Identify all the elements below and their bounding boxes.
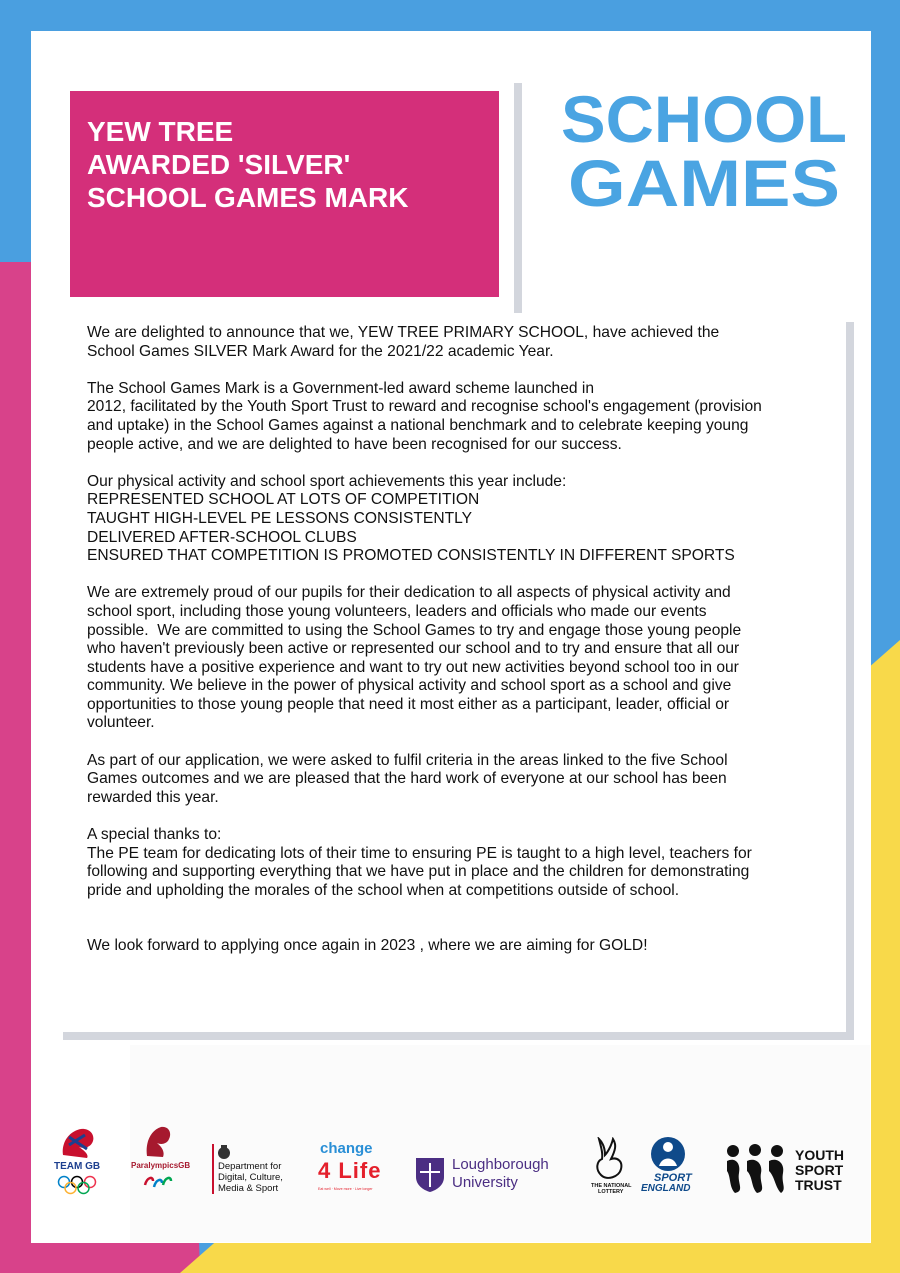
national-lottery-line-2: LOTTERY: [598, 1189, 624, 1195]
change4life-top: change: [320, 1140, 373, 1157]
logo-school-text: SCHOOL: [561, 84, 847, 156]
team-gb-label: TEAM GB: [54, 1161, 101, 1172]
text-line: Our physical activity and school sport achievements this year include:: [87, 472, 567, 490]
youth-sport-trust-figures-icon: [725, 1143, 789, 1195]
frame-bottom-edge: [63, 1032, 854, 1040]
paragraph-thanks: [87, 826, 827, 900]
vertical-divider: [514, 83, 522, 313]
national-lottery-hand-icon: [591, 1137, 627, 1181]
dcms-line-3: Media & Sport: [218, 1183, 279, 1194]
paragraph-about-mark: [87, 380, 827, 454]
title-line-1: YEW TREE: [87, 116, 234, 147]
text-line: We look forward to applying once again in 2023 , where we are aiming for GOLD!: [87, 937, 648, 955]
olympic-rings-icon: [56, 1175, 98, 1195]
achievement-item: ENSURED THAT COMPETITION IS PROMOTED CONSISTENTLY IN DIFFERENT SPORTS: [87, 547, 735, 565]
text-line: As part of our application, we were asked to fulfil criteria in the areas linked to the five School: [87, 751, 728, 769]
national-lottery-line-1: THE NATIONAL: [591, 1183, 632, 1189]
loughborough-line-2: University: [452, 1174, 518, 1191]
text-line: School Games SILVER Mark Award for the 2021/22 academic Year.: [87, 342, 554, 360]
sport-england-icon: [650, 1136, 686, 1172]
text-line: 2012, facilitated by the Youth Sport Trust to reward and recognise school's engagement (provision: [87, 398, 762, 416]
dcms-red-bar: [212, 1144, 214, 1194]
text-line: volunteer.: [87, 714, 155, 732]
text-line: rewarded this year.: [87, 788, 219, 806]
yst-line-2: SPORT: [795, 1162, 844, 1178]
change4life-tagline: Eat well · Move more · Live longer: [318, 1187, 373, 1191]
text-line: students have a positive experience and want to try out new activities beyond school too in our: [87, 658, 739, 676]
paragraph-pride: [87, 584, 827, 733]
text-line: A special thanks to:: [87, 826, 222, 844]
title-line-2: AWARDED 'SILVER': [87, 149, 351, 180]
text-line: The PE team for dedicating lots of their time to ensuring PE is taught to a high level, teachers for: [87, 844, 752, 862]
achievement-item: DELIVERED AFTER-SCHOOL CLUBS: [87, 528, 357, 546]
text-line: possible. We are committed to using the School Games to try and engage those young people: [87, 621, 742, 639]
text-line: who haven't previously been active or represented our school and to try and ensure that all our: [87, 640, 740, 658]
paralympics-lion-icon: [143, 1124, 173, 1158]
logo-games-text: GAMES: [568, 146, 840, 210]
text-line: pride and upholding the morales of the school when at competitions outside of school.: [87, 881, 680, 899]
sport-england-line-2: ENGLAND: [641, 1183, 691, 1194]
royal-crest-icon: [215, 1144, 233, 1160]
text-line: We are extremely proud of our pupils for their dedication to all aspects of physical activity and: [87, 584, 731, 602]
text-line: Games outcomes and we are pleased that the hard work of everyone at our school has been: [87, 770, 727, 788]
announcement-body: [87, 324, 827, 975]
paragraph-intro: [87, 324, 827, 361]
text-line: opportunities to those young people that need it most either as a participant, leader, official or: [87, 695, 730, 713]
text-line: people active, and we are delighted to have been recognised for our success.: [87, 435, 622, 453]
paralympics-gb-label: ParalympicsGB: [131, 1161, 191, 1170]
achievement-item: TAUGHT HIGH-LEVEL PE LESSONS CONSISTENTLY: [87, 509, 473, 527]
text-line: community. We believe in the power of physical activity and school sport as a school and give: [87, 677, 732, 695]
text-line: school sport, including those young volunteers, leaders and officials who made our events: [87, 602, 707, 620]
dcms-line-2: Digital, Culture,: [218, 1172, 283, 1183]
team-gb-lion-icon: [55, 1125, 101, 1159]
text-line: The School Games Mark is a Government-led award scheme launched in: [87, 379, 595, 397]
frame-right-edge: [846, 322, 854, 1040]
paragraph-closing: [87, 937, 827, 956]
loughborough-shield-icon: [415, 1157, 445, 1193]
sport-england-line-1: SPORT: [654, 1172, 692, 1184]
text-line: We are delighted to announce that we, YEW TREE PRIMARY SCHOOL, have achieved the: [87, 324, 720, 341]
yst-line-1: YOUTH: [795, 1147, 844, 1163]
title-line-3: SCHOOL GAMES MARK: [87, 182, 409, 213]
yst-line-3: TRUST: [795, 1177, 842, 1193]
paragraph-application: [87, 752, 827, 808]
dcms-line-1: Department for: [218, 1161, 282, 1172]
school-games-logo: [558, 84, 850, 210]
change4life-bottom: 4 Life: [318, 1158, 382, 1183]
agitos-icon: [143, 1173, 173, 1191]
text-line: and uptake) in the School Games against a national benchmark and to celebrate keeping young: [87, 416, 749, 434]
loughborough-line-1: Loughborough: [452, 1156, 549, 1173]
paragraph-achievements: [87, 473, 827, 566]
text-line: following and supporting everything that we have put in place and the children for demonstrating: [87, 863, 750, 881]
achievement-item: REPRESENTED SCHOOL AT LOTS OF COMPETITION: [87, 491, 480, 509]
